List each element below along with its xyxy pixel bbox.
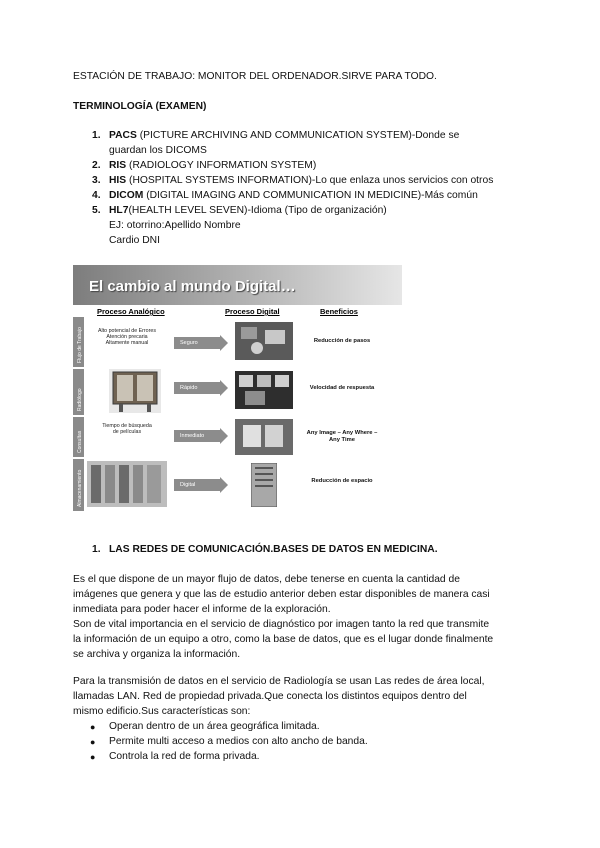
side-tab: Consultas	[73, 417, 84, 457]
process-arrow: Digital	[174, 479, 220, 491]
bullet-icon: ●	[90, 737, 96, 747]
side-tab: Flujo de Trabajo	[73, 317, 84, 367]
text-line: se archiva y organiza la información.	[73, 649, 241, 660]
side-tab: Radiólogo	[73, 369, 84, 415]
benefit-text: Any Image – Any Where – Any Time	[306, 430, 378, 443]
text-line: la información de un equipo a otro, como la base de datos, que es el lugar donde finalmente	[73, 634, 494, 645]
text-line: Es el que dispone de un mayor flujo de datos, debe tenerse en cuenta la cantidad de	[73, 574, 460, 585]
header-line: ESTACIÓN DE TRABAJO: MONITOR DEL ORDENADOR.SIRVE PARA TODO.	[73, 71, 437, 82]
analog-note: Alto potencial de Errores Atención precaria Altamente manual	[97, 328, 156, 346]
term-number: 5.	[92, 205, 101, 216]
term-continuation: guardan los DICOMS	[109, 145, 207, 156]
term-number: 3.	[92, 175, 101, 186]
digital-change-slide	[73, 265, 402, 511]
hl7-example: Cardio DNI	[109, 235, 160, 246]
bullet-item: Operan dentro de un área geográfica limitada.	[109, 721, 320, 732]
benefit-text: Velocidad de respuesta	[309, 385, 375, 391]
text-line: inmediata para poder hacer el informe de la exploración.	[73, 604, 331, 615]
digital-photo	[251, 463, 277, 507]
bullet-icon: ●	[90, 752, 96, 762]
text-line: mismo edificio.Sus características son:	[73, 706, 251, 717]
col-analog-header: Proceso Analógico	[97, 307, 165, 316]
process-arrow: Inmediato	[174, 430, 220, 442]
section-number: 1.	[92, 544, 101, 555]
bullet-item: Controla la red de forma privada.	[109, 751, 260, 762]
bullet-item: Permite multi acceso a medios con alto ancho de banda.	[109, 736, 368, 747]
slide-title: El cambio al mundo Digital…	[89, 278, 296, 295]
digital-photo	[235, 322, 293, 360]
process-arrow: Seguro	[174, 337, 220, 349]
text-line: imágenes que genera y que las de estudio anterior deben estar disponibles de manera casi	[73, 589, 490, 600]
analog-photo	[87, 461, 167, 507]
term-number: 4.	[92, 190, 101, 201]
benefit-text: Reducción de pasos	[313, 338, 371, 344]
text-line: Son de vital importancia en el servicio de diagnóstico por imagen tanto la red que transmite	[73, 619, 490, 630]
term-item: PACS (PICTURE ARCHIVING AND COMMUNICATION SYSTEM)-Donde se	[109, 130, 460, 141]
analog-note: Tiempo de búsqueda de películas	[102, 423, 152, 435]
col-digital-header: Proceso Digital	[225, 307, 280, 316]
term-item: RIS (RADIOLOGY INFORMATION SYSTEM)	[109, 160, 317, 171]
text-line: Para la transmisión de datos en el servicio de Radiología se usan Las redes de área local,	[73, 676, 485, 687]
hl7-example: EJ: otorrino:Apellido Nombre	[109, 220, 241, 231]
process-arrow: Rápido	[174, 382, 220, 394]
term-item: DICOM (DIGITAL IMAGING AND COMMUNICATION IN MEDICINE)-Más común	[109, 190, 478, 201]
bullet-icon: ●	[90, 722, 96, 732]
term-item: HL7(HEALTH LEVEL SEVEN)-Idioma (Tipo de organización)	[109, 205, 387, 216]
benefit-text: Reducción de espacio	[311, 478, 373, 484]
digital-photo	[235, 419, 293, 455]
terminology-heading: TERMINOLOGÍA (EXAMEN)	[73, 101, 207, 112]
col-benefits-header: Beneficios	[320, 307, 358, 316]
term-number: 1.	[92, 130, 101, 141]
term-number: 2.	[92, 160, 101, 171]
digital-photo	[235, 371, 293, 409]
term-item: HIS (HOSPITAL SYSTEMS INFORMATION)-Lo que enlaza unos servicios con otros	[109, 175, 494, 186]
side-tab: Almacenamiento	[73, 459, 84, 511]
analog-photo	[109, 369, 161, 413]
text-line: llamadas LAN. Red de propiedad privada.Que conecta los distintos equipos dentro del	[73, 691, 467, 702]
networks-heading: LAS REDES DE COMUNICACIÓN.BASES DE DATOS EN MEDICINA.	[109, 544, 438, 555]
